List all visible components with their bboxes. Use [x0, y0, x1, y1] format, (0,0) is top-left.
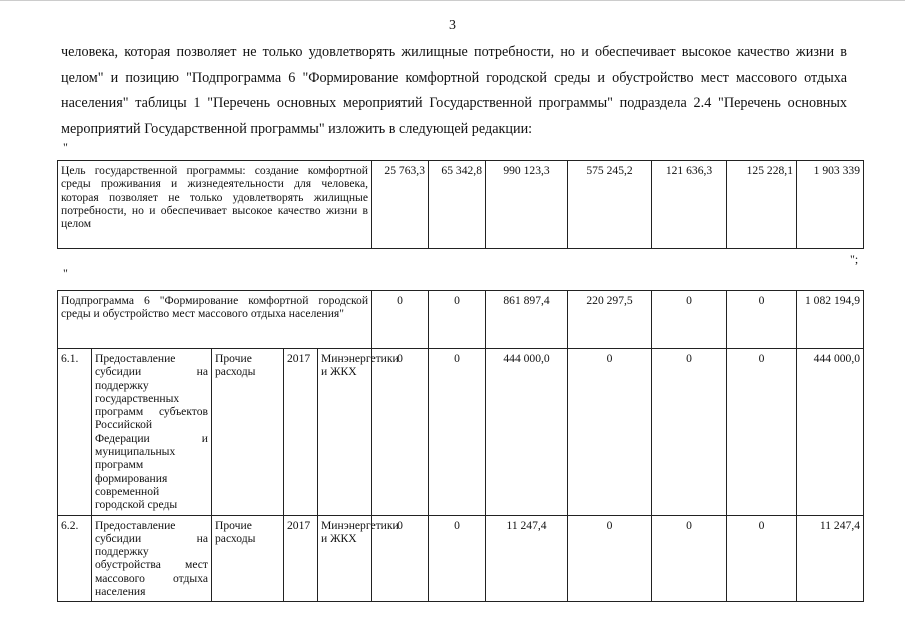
subprogram-table [57, 290, 864, 602]
row-value-cell: 0 [429, 349, 486, 516]
subprogram-value-cell: 0 [727, 291, 797, 349]
goal-value-cell: 1 903 339 [797, 161, 864, 249]
row-value-cell: 0 [372, 515, 429, 602]
opening-quote-mark: " [63, 140, 68, 154]
row-value-cell: 0 [568, 349, 652, 516]
row-name-cell: Предоставление субсидии на поддержку государственных программ субъектов Российской Федерации и муниципальных программ формирования современной городской среды [92, 349, 212, 516]
row-value-cell: 444 000,0 [797, 349, 864, 516]
subprogram-value-cell: 0 [652, 291, 727, 349]
goal-value-cell: 990 123,3 [486, 161, 568, 249]
row-number-cell: 6.2. [58, 515, 92, 602]
row-name-cell: Предоставление субсидии на поддержку обустройства мест массового отдыха населения [92, 515, 212, 602]
subprogram-header-row [58, 291, 864, 349]
row-value-cell: 0 [652, 515, 727, 602]
row-value-cell: 0 [429, 515, 486, 602]
scan-top-edge [0, 0, 905, 1]
goal-table [57, 160, 864, 249]
row-year-cell: 2017 [284, 515, 318, 602]
table-row [58, 349, 864, 516]
row-value-cell: 444 000,0 [486, 349, 568, 516]
goal-value-cell: 125 228,1 [727, 161, 797, 249]
intro-paragraph: человека, которая позволяет не только удовлетворять жилищные потребности, но и обеспечивает высокое качество жизни в целом" и позицию "Подпрограмма 6 "Формирование комфортной городской среды и обустройство мест массового отдыха населения" таблицы 1 "Перечень основных мероприятий Государственной программы" подраздела 2.4 "Перечень основных мероприятий Государственной программы" изложить в следующей редакции: [61, 44, 847, 137]
row-year-cell: 2017 [284, 349, 318, 516]
table-row [58, 515, 864, 602]
goal-label-cell: Цель государственной программы: создание комфортной среды проживания и жизнедеятельности для человека, которая позволяет не только удовлетворять жилищные потребности, но и обеспечивает высокое качество жизни в целом [58, 161, 372, 249]
subprogram-value-cell: 1 082 194,9 [797, 291, 864, 349]
subprogram-value-cell: 861 897,4 [486, 291, 568, 349]
goal-row [58, 161, 864, 249]
page-number: 3 [449, 18, 456, 33]
subprogram-value-cell: 0 [372, 291, 429, 349]
row-type-cell: Прочие расходы [212, 515, 284, 602]
subprogram-title-cell: Подпрограмма 6 "Формирование комфортной городской среды и обустройство мест массового отдыха населения" [58, 291, 372, 349]
subprogram-value-cell: 0 [429, 291, 486, 349]
row-value-cell: 0 [727, 349, 797, 516]
goal-value-cell: 121 636,3 [652, 161, 727, 249]
row-value-cell: 0 [652, 349, 727, 516]
goal-value-cell: 575 245,2 [568, 161, 652, 249]
closing-quote-mark: "; [850, 252, 859, 266]
goal-value-cell: 65 342,8 [429, 161, 486, 249]
row-executor-cell: Минэнергетики и ЖКХ [318, 515, 372, 602]
subprogram-value-cell: 220 297,5 [568, 291, 652, 349]
row-value-cell: 11 247,4 [486, 515, 568, 602]
row-value-cell: 11 247,4 [797, 515, 864, 602]
row-value-cell: 0 [568, 515, 652, 602]
row-type-cell: Прочие расходы [212, 349, 284, 516]
goal-value-cell: 25 763,3 [372, 161, 429, 249]
row-executor-cell: Минэнергетики и ЖКХ [318, 349, 372, 516]
opening-quote-mark-2: " [63, 266, 68, 280]
row-number-cell: 6.1. [58, 349, 92, 516]
row-value-cell: 0 [372, 349, 429, 516]
row-value-cell: 0 [727, 515, 797, 602]
